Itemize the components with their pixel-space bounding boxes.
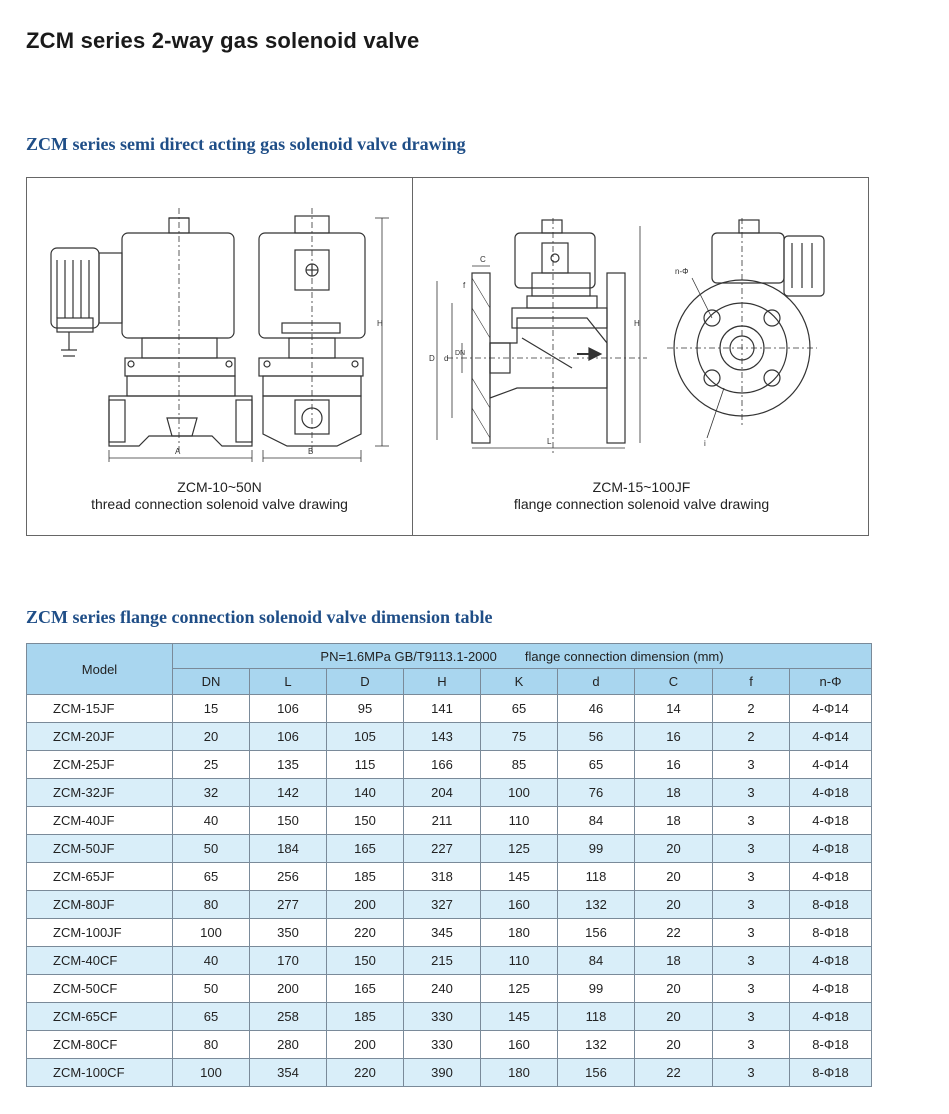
value-cell: 50 — [173, 975, 250, 1003]
value-cell: 4-Φ18 — [790, 779, 872, 807]
value-cell: 215 — [404, 947, 481, 975]
value-cell: 277 — [250, 891, 327, 919]
table-row — [27, 807, 872, 835]
value-cell: 8-Φ18 — [790, 919, 872, 947]
value-cell: 16 — [635, 751, 713, 779]
thread-valve-side-view — [51, 208, 252, 462]
value-cell: 227 — [404, 835, 481, 863]
value-cell: 8-Φ18 — [790, 1031, 872, 1059]
value-cell: 3 — [713, 919, 790, 947]
value-cell: 25 — [173, 751, 250, 779]
value-cell: 15 — [173, 695, 250, 723]
value-cell: 118 — [558, 1003, 635, 1031]
value-cell: 280 — [250, 1031, 327, 1059]
value-cell: 135 — [250, 751, 327, 779]
value-cell: 220 — [327, 1059, 404, 1087]
value-cell: 327 — [404, 891, 481, 919]
coil-front-flange — [712, 233, 784, 283]
value-cell: 32 — [173, 779, 250, 807]
model-cell: ZCM-65JF — [27, 863, 173, 891]
thread-valve-front-view — [259, 208, 389, 462]
value-cell: 345 — [404, 919, 481, 947]
value-cell: 350 — [250, 919, 327, 947]
value-cell: 65 — [173, 1003, 250, 1031]
header-model: Model — [27, 644, 173, 695]
table-row — [27, 919, 872, 947]
value-cell: 4-Φ18 — [790, 947, 872, 975]
model-cell: ZCM-25JF — [27, 751, 173, 779]
dimension-table — [26, 643, 872, 1087]
value-cell: 106 — [250, 723, 327, 751]
table-row — [27, 891, 872, 919]
value-cell: 20 — [635, 863, 713, 891]
value-cell: 18 — [635, 947, 713, 975]
model-cell: ZCM-40JF — [27, 807, 173, 835]
column-header: L — [250, 669, 327, 695]
value-cell: 125 — [481, 975, 558, 1003]
value-cell: 4-Φ18 — [790, 807, 872, 835]
value-cell: 132 — [558, 891, 635, 919]
value-cell: 125 — [481, 835, 558, 863]
value-cell: 132 — [558, 1031, 635, 1059]
value-cell: 200 — [327, 891, 404, 919]
value-cell: 180 — [481, 919, 558, 947]
value-cell: 115 — [327, 751, 404, 779]
column-header: C — [635, 669, 713, 695]
flange-valve-side-view — [429, 218, 647, 453]
value-cell: 75 — [481, 723, 558, 751]
flange-drawing-caption — [413, 479, 870, 513]
value-cell: 20 — [635, 1003, 713, 1031]
value-cell: 200 — [250, 975, 327, 1003]
dim-label-i: i — [704, 439, 706, 448]
value-cell: 211 — [404, 807, 481, 835]
value-cell: 4-Φ18 — [790, 835, 872, 863]
value-cell: 46 — [558, 695, 635, 723]
value-cell: 65 — [173, 863, 250, 891]
value-cell: 170 — [250, 947, 327, 975]
dim-label-C: C — [480, 255, 486, 264]
drawing-panel — [26, 177, 869, 536]
value-cell: 4-Φ18 — [790, 1003, 872, 1031]
column-header: H — [404, 669, 481, 695]
value-cell: 8-Φ18 — [790, 891, 872, 919]
value-cell: 2 — [713, 695, 790, 723]
value-cell: 150 — [327, 947, 404, 975]
value-cell: 3 — [713, 1059, 790, 1087]
value-cell: 105 — [327, 723, 404, 751]
column-header: d — [558, 669, 635, 695]
table-row — [27, 1059, 872, 1087]
value-cell: 84 — [558, 807, 635, 835]
value-cell: 76 — [558, 779, 635, 807]
value-cell: 18 — [635, 807, 713, 835]
value-cell: 220 — [327, 919, 404, 947]
value-cell: 99 — [558, 835, 635, 863]
value-cell: 84 — [558, 947, 635, 975]
value-cell: 185 — [327, 863, 404, 891]
value-cell: 80 — [173, 891, 250, 919]
dim-label-f: f — [463, 281, 466, 290]
dim-label-H-left: H — [377, 319, 383, 328]
value-cell: 100 — [481, 779, 558, 807]
value-cell: 20 — [635, 1031, 713, 1059]
value-cell: 20 — [635, 891, 713, 919]
value-cell: 80 — [173, 1031, 250, 1059]
value-cell: 22 — [635, 919, 713, 947]
table-section-title: ZCM series flange connection solenoid valve dimension table — [26, 607, 493, 627]
value-cell: 390 — [404, 1059, 481, 1087]
value-cell: 85 — [481, 751, 558, 779]
value-cell: 18 — [635, 779, 713, 807]
value-cell: 95 — [327, 695, 404, 723]
model-cell: ZCM-50JF — [27, 835, 173, 863]
value-cell: 118 — [558, 863, 635, 891]
model-cell: ZCM-15JF — [27, 695, 173, 723]
value-cell: 20 — [635, 835, 713, 863]
value-cell: 330 — [404, 1031, 481, 1059]
column-header: D — [327, 669, 404, 695]
header-spec — [173, 644, 872, 669]
column-header: f — [713, 669, 790, 695]
value-cell: 3 — [713, 779, 790, 807]
dim-label-D: D — [429, 354, 435, 363]
table-row — [27, 1031, 872, 1059]
value-cell: 145 — [481, 863, 558, 891]
dim-label-n-phi: n-Φ — [675, 267, 689, 276]
valve-body — [109, 396, 252, 446]
value-cell: 204 — [404, 779, 481, 807]
value-cell: 150 — [250, 807, 327, 835]
flange-valve-front-view — [667, 218, 824, 448]
dim-label-L: L — [547, 437, 552, 446]
value-cell: 184 — [250, 835, 327, 863]
value-cell: 160 — [481, 1031, 558, 1059]
value-cell: 110 — [481, 947, 558, 975]
value-cell: 165 — [327, 975, 404, 1003]
header-dimension: flange connection dimension (mm) — [524, 648, 724, 664]
flange-caption-text: flange connection solenoid valve drawing — [513, 496, 770, 512]
value-cell: 4-Φ18 — [790, 863, 872, 891]
column-header: DN — [173, 669, 250, 695]
value-cell: 22 — [635, 1059, 713, 1087]
connector-plug — [51, 248, 99, 328]
table-row — [27, 947, 872, 975]
model-cell: ZCM-100CF — [27, 1059, 173, 1087]
value-cell: 16 — [635, 723, 713, 751]
value-cell: 40 — [173, 807, 250, 835]
column-header: K — [481, 669, 558, 695]
value-cell: 256 — [250, 863, 327, 891]
model-cell: ZCM-50CF — [27, 975, 173, 1003]
value-cell: 65 — [481, 695, 558, 723]
value-cell: 330 — [404, 1003, 481, 1031]
value-cell: 180 — [481, 1059, 558, 1087]
value-cell: 14 — [635, 695, 713, 723]
thread-caption-text: thread connection solenoid valve drawing — [91, 496, 348, 512]
value-cell: 3 — [713, 1031, 790, 1059]
table-row — [27, 863, 872, 891]
table-row — [27, 1003, 872, 1031]
page-title: ZCM series 2-way gas solenoid valve — [26, 28, 420, 53]
value-cell: 3 — [713, 1003, 790, 1031]
value-cell: 156 — [558, 1059, 635, 1087]
value-cell: 4-Φ14 — [790, 723, 872, 751]
drawing-section-title: ZCM series semi direct acting gas solenoid valve drawing — [26, 134, 466, 154]
value-cell: 56 — [558, 723, 635, 751]
value-cell: 185 — [327, 1003, 404, 1031]
value-cell: 150 — [327, 807, 404, 835]
model-cell: ZCM-40CF — [27, 947, 173, 975]
dim-label-B: B — [308, 447, 314, 456]
table-row — [27, 723, 872, 751]
dim-label-A: A — [175, 447, 181, 456]
value-cell: 4-Φ14 — [790, 751, 872, 779]
value-cell: 40 — [173, 947, 250, 975]
value-cell: 2 — [713, 723, 790, 751]
coil-flange — [515, 233, 595, 288]
value-cell: 3 — [713, 975, 790, 1003]
value-cell: 50 — [173, 835, 250, 863]
value-cell: 200 — [327, 1031, 404, 1059]
table-body — [27, 695, 872, 1087]
value-cell: 20 — [173, 723, 250, 751]
value-cell: 99 — [558, 975, 635, 1003]
header-pressure: PN=1.6MPa GB/T9113.1-2000 — [320, 648, 497, 664]
table-row — [27, 695, 872, 723]
value-cell: 240 — [404, 975, 481, 1003]
value-cell: 142 — [250, 779, 327, 807]
value-cell: 141 — [404, 695, 481, 723]
value-cell: 143 — [404, 723, 481, 751]
table-row — [27, 751, 872, 779]
model-cell: ZCM-65CF — [27, 1003, 173, 1031]
table-row — [27, 779, 872, 807]
model-cell: ZCM-80JF — [27, 891, 173, 919]
value-cell: 354 — [250, 1059, 327, 1087]
value-cell: 106 — [250, 695, 327, 723]
model-cell: ZCM-32JF — [27, 779, 173, 807]
value-cell: 100 — [173, 1059, 250, 1087]
value-cell: 4-Φ14 — [790, 695, 872, 723]
value-cell: 258 — [250, 1003, 327, 1031]
value-cell: 3 — [713, 835, 790, 863]
table-row — [27, 975, 872, 1003]
value-cell: 3 — [713, 807, 790, 835]
value-cell: 318 — [404, 863, 481, 891]
dim-label-DN: DN — [455, 350, 466, 357]
value-cell: 165 — [327, 835, 404, 863]
thread-model-label: ZCM-10~50N — [177, 479, 262, 495]
model-cell: ZCM-100JF — [27, 919, 173, 947]
value-cell: 3 — [713, 751, 790, 779]
value-cell: 166 — [404, 751, 481, 779]
dim-label-H-right: H — [634, 319, 640, 328]
column-header: n-Φ — [790, 669, 872, 695]
model-cell: ZCM-20JF — [27, 723, 173, 751]
value-cell: 20 — [635, 975, 713, 1003]
value-cell: 3 — [713, 863, 790, 891]
value-cell: 145 — [481, 1003, 558, 1031]
value-cell: 3 — [713, 891, 790, 919]
coil — [122, 233, 234, 338]
value-cell: 100 — [173, 919, 250, 947]
flange-model-label: ZCM-15~100JF — [592, 479, 691, 495]
value-cell: 65 — [558, 751, 635, 779]
dim-label-d: d — [444, 354, 449, 363]
value-cell: 140 — [327, 779, 404, 807]
value-cell: 4-Φ18 — [790, 975, 872, 1003]
value-cell: 110 — [481, 807, 558, 835]
thread-drawing-caption — [27, 479, 412, 513]
value-cell: 8-Φ18 — [790, 1059, 872, 1087]
table-row — [27, 835, 872, 863]
value-cell: 160 — [481, 891, 558, 919]
model-cell: ZCM-80CF — [27, 1031, 173, 1059]
value-cell: 156 — [558, 919, 635, 947]
value-cell: 3 — [713, 947, 790, 975]
